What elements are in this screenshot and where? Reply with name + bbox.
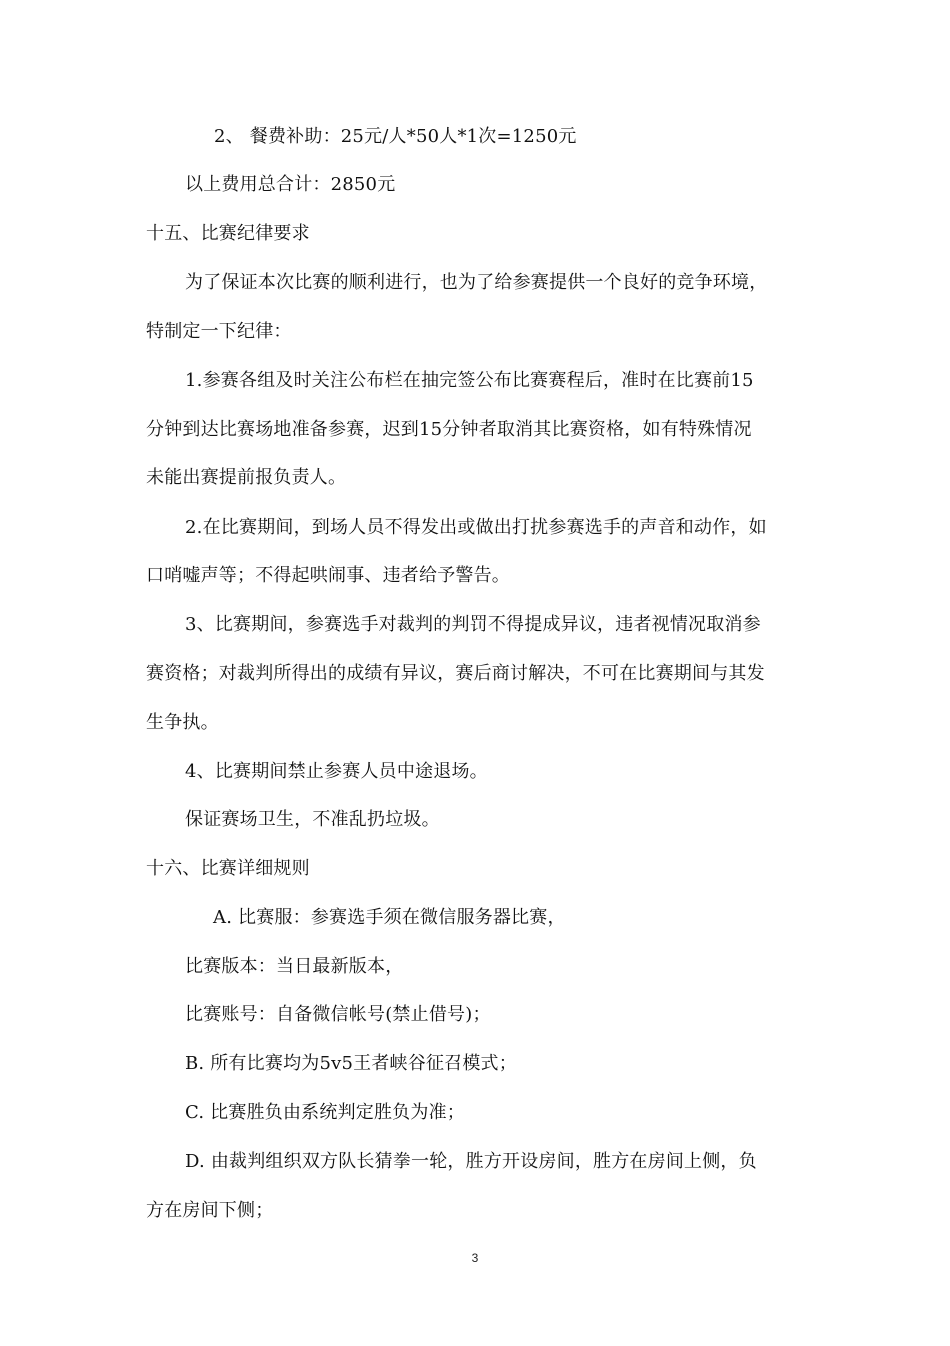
section-heading-discipline: 十五、比赛纪律要求 [146, 223, 310, 244]
rule-d-line: D. 由裁判组织双方队长猜拳一轮，胜方开设房间，胜方在房间上侧，负 [185, 1151, 757, 1172]
hygiene-line: 保证赛场卫生，不准乱扔垃圾。 [185, 809, 440, 830]
account-line: 比赛账号：自备微信帐号(禁止借号)； [185, 1004, 491, 1025]
rule-1-line: 分钟到达比赛场地准备参赛，迟到15分钟者取消其比赛资格，如有特殊情况 [146, 419, 752, 440]
meal-subsidy-line: 2、 餐费补助：25元/人*50人*1次=1250元 [214, 126, 577, 147]
rule-d-line: 方在房间下侧； [146, 1200, 274, 1221]
rule-1-line: 未能出赛提前报负责人。 [146, 467, 347, 488]
rule-4-line: 4、比赛期间禁止参赛人员中途退场。 [185, 761, 488, 782]
rule-3-line: 赛资格；对裁判所得出的成绩有异议，赛后商讨解决，不可在比赛期间与其发 [146, 663, 765, 684]
rule-b-line: B. 所有比赛均为5v5王者峡谷征召模式； [185, 1053, 517, 1074]
paragraph-line: 特制定一下纪律： [146, 321, 292, 342]
rule-c-line: C. 比赛胜负由系统判定胜负为准； [185, 1102, 465, 1123]
rule-3-line: 生争执。 [146, 712, 219, 733]
rule-2-line: 口哨嘘声等；不得起哄闹事、违者给予警告。 [146, 565, 510, 586]
rule-3-line: 3、比赛期间，参赛选手对裁判的判罚不得提成异议，违者视情况取消参 [185, 614, 761, 635]
rule-2-line: 2.在比赛期间，到场人员不得发出或做出打扰参赛选手的声音和动作，如 [185, 517, 767, 538]
version-line: 比赛版本：当日最新版本， [185, 956, 404, 977]
total-cost-line: 以上费用总合计：2850元 [185, 174, 396, 195]
paragraph-line: 为了保证本次比赛的顺利进行，也为了给参赛提供一个良好的竞争环境， [185, 272, 768, 293]
rule-a-line: A. 比赛服：参赛选手须在微信服务器比赛， [213, 907, 566, 928]
section-heading-rules: 十六、比赛详细规则 [146, 858, 310, 879]
page-number: 3 [471, 1251, 479, 1265]
rule-1-line: 1.参赛各组及时关注公布栏在抽完签公布比赛赛程后，准时在比赛前15 [185, 370, 754, 391]
